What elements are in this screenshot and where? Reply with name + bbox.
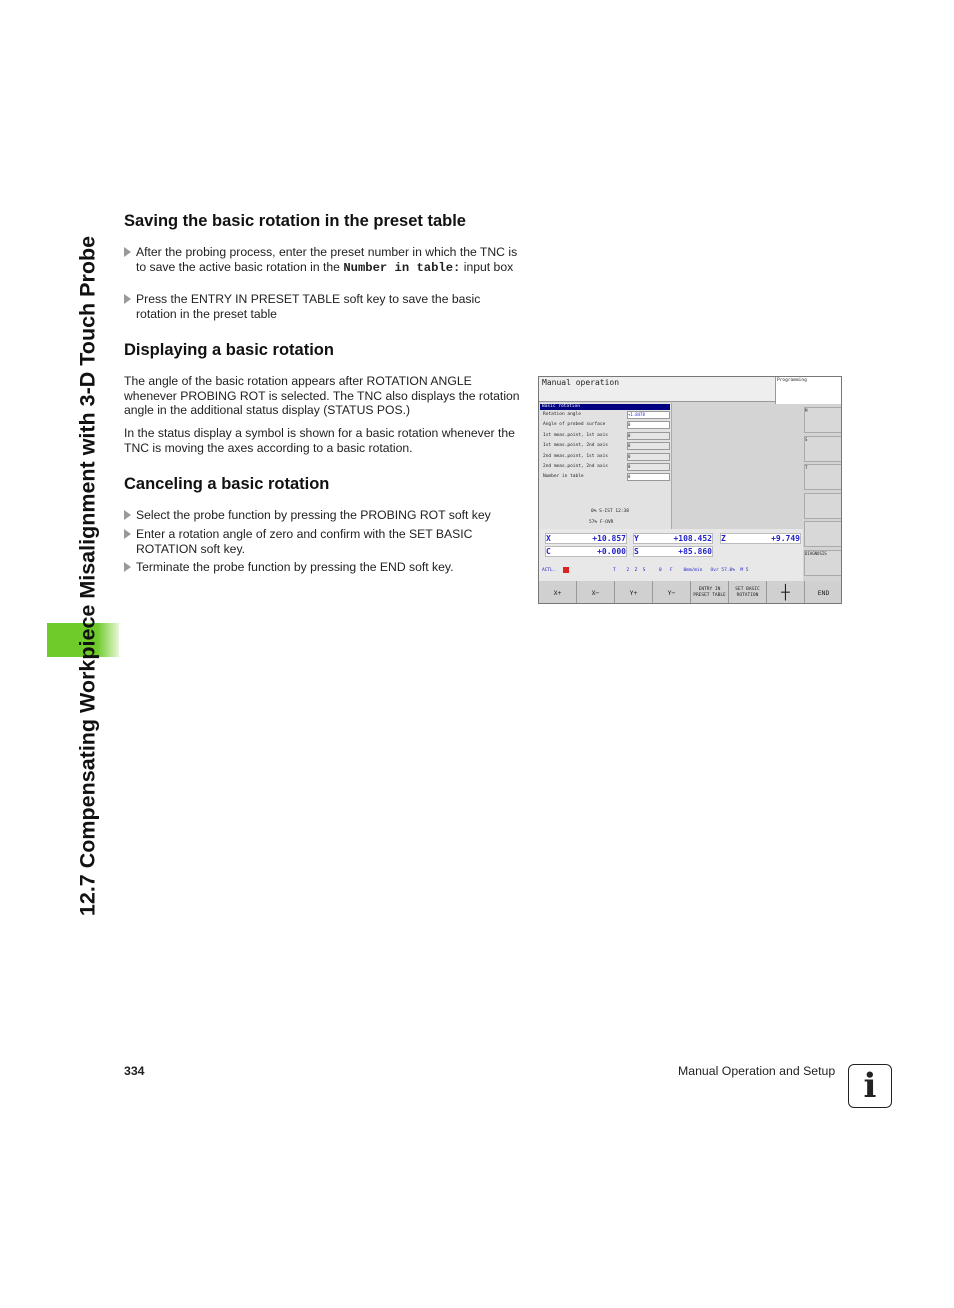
bullet: After the probing process, enter the preset number in which the TNC is to save the active basic rotation in the Number in table: input box [124,245,524,275]
paragraph: The angle of the basic rotation appears after ROTATION ANGLE whenever PROBING ROT is selected. The TNC also displays the rotation angle in the additional status display (STATUS POS.) [124,374,520,417]
axis-x: X +10.857 [546,534,626,543]
basic-rotation-icon [563,567,569,573]
vertical-softkey[interactable] [804,521,842,547]
form-field-input[interactable]: +1.8478 [627,411,670,419]
bullet-triangle-icon [124,510,131,520]
vertical-softkey[interactable]: S [804,436,842,462]
bullet-triangle-icon [124,562,131,572]
tnc-screenshot [538,376,842,604]
form-field-label: 2nd meas.point, 1st axis [543,453,609,459]
form-field-label: 1st meas.point, 2nd axis [543,443,609,449]
form-field-input[interactable]: 0 [627,421,670,429]
mode2-title: Programming [775,377,842,404]
status-line: 0% S-IST 12:38 [591,509,629,514]
bullet: Press the ENTRY IN PRESET TABLE soft key to save the basic rotation in the preset table [124,292,524,321]
bullet-triangle-icon [124,529,131,539]
form-field-input[interactable]: 0 [627,453,670,461]
form-field-label: 2nd meas.point, 2nd axis [543,464,609,469]
crosshair-icon: ┼ [781,584,790,601]
info-icon: i [848,1064,892,1108]
form-field-input[interactable]: 0 [627,442,670,450]
softkey[interactable]: SET BASIC ROTATION [729,581,767,604]
form-field-label: Rotation angle [543,412,581,417]
bullet-triangle-icon [124,247,131,257]
bullet: Terminate the probe function by pressing the END soft key. [124,560,524,575]
vertical-softkey[interactable]: T [804,464,842,490]
form-field-label: Angle of probed surface [543,422,606,428]
form-field-input[interactable]: 0 [627,432,670,440]
softkey[interactable]: Y+ [615,581,653,604]
form-title: Basic rotation [540,404,670,410]
chapter-footer: Manual Operation and Setup [678,1064,836,1078]
actl-label: ACTL. [542,568,556,573]
axis-z: Z +9.749 [721,534,800,543]
softkey[interactable] [767,581,805,604]
heading-canceling: Canceling a basic rotation [124,475,330,493]
softkey[interactable]: ENTRY IN PRESET TABLE [691,581,729,604]
softkey[interactable]: X+ [539,581,577,604]
vertical-softkey[interactable]: M [804,407,842,433]
softkey[interactable]: END [805,581,842,604]
softkey[interactable]: X− [577,581,615,604]
form-field-label: 1st meas.point, 1st axis [543,432,609,438]
form-field-input[interactable]: 0 [627,463,670,471]
axis-y: Y +108.452 [634,534,712,543]
bullet: Enter a rotation angle of zero and confirm with the SET BASIC ROTATION soft key. [124,527,504,556]
vertical-softkey[interactable] [804,493,842,519]
mode-title: Manual operation [539,377,775,402]
vertical-softkey[interactable]: DIAGNOSIS [804,550,842,576]
bullet: Select the probe function by pressing the PROBING ROT soft key [124,508,524,523]
axis-s: S +85.860 [634,547,712,556]
heading-saving: Saving the basic rotation in the preset table [124,212,466,230]
chapter-side-title: 12.7 Compensating Workpiece Misalignment with 3-D Touch Probe [75,235,100,917]
bullet-triangle-icon [124,294,131,304]
axis-c: C +0.000 [546,547,626,556]
form-field-input[interactable]: 0 [627,473,670,481]
tool-status-line: T 2 Z S 0 F 0mm/min Ovr 57.0% M 5 [613,568,749,573]
heading-displaying: Displaying a basic rotation [124,341,334,359]
softkey[interactable]: Y− [653,581,691,604]
status-line: 57% F-OVR [589,520,614,525]
form-field-label: Number in table [543,474,584,480]
page-number: 334 [124,1064,145,1078]
paragraph: In the status display a symbol is shown for a basic rotation whenever the TNC is moving the axes according to a basic rotation. [124,426,515,455]
